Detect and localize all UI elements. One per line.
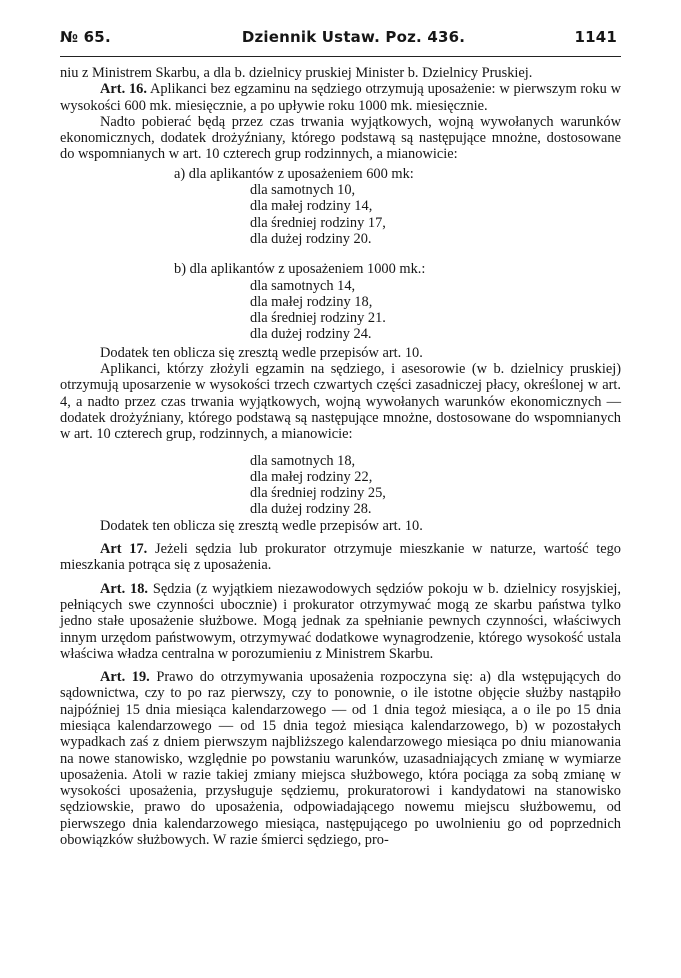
paragraph-aplikanci: Aplikanci, którzy złożyli egzamin na sędziego, i asesorowie (w b. dzielnicy pruskiej) otrzymują uposarzenie w wysokości trzech czwartych części zasadniczej płacy, określonej w art. 4, a nadto przez czas trwania wyjątkowych, wojną wywołanych warunków ekonomicznych — dodatek drożyźniany, którego podstawą są następujące mnożne, dostosowane do wspomnianych w art. 10 czterech grup, rodzinnych, a mianowicie: xyxy=(60,361,621,443)
journal-title: Dziennik Ustaw. Poz. 436. xyxy=(241,28,466,46)
article-label: Art. 16. xyxy=(100,81,147,98)
article-17 xyxy=(60,541,621,574)
article-16 xyxy=(60,81,621,114)
article-label: Art. 18. xyxy=(100,580,149,597)
list-item: dla dużej rodziny 28. xyxy=(250,501,372,518)
list-item: dla samotnych 18, xyxy=(250,452,356,469)
list-a xyxy=(60,166,621,247)
list-item: dla samotnych 10, xyxy=(250,182,356,199)
article-text: Aplikanci bez egzaminu na sędziego otrzymują uposażenie: w pierwszym roku w wysokości 600 mk. miesięcznie, a po upływie roku 1000 mk. miesięcznie. xyxy=(60,81,621,114)
page-header xyxy=(60,28,621,46)
article-label: Art. 19. xyxy=(100,669,150,686)
paragraph-dodatek: Dodatek ten oblicza się zresztą wedle przepisów art. 10. xyxy=(100,344,423,361)
list-item: dla średniej rodziny 21. xyxy=(250,310,386,327)
paragraph-continuation: niu z Ministrem Skarbu, a dla b. dzielnicy pruskiej Minister b. Dzielnicy Pruskiej. xyxy=(60,65,533,81)
article-text: Prawo do otrzymywania uposażenia rozpoczyna się: a) dla wstępujących do sądownictwa, czy to po raz pierwszy, czy to ponownie, o ile istotne objęcie służby nastąpiło najpóźniej 15 dnia miesiąca kalendarzowego — od 1 dnia tegoż miesiąca, a o ile po 15 dnia miesiąca kalendarzowego — od 15 dnia tegoż miesiąca kalendarzowego, b) w pozostałych wypadkach zaś z dniem pierwszym najbliższego kalendarzowego miesiąca po dniu mianowania na nowe stanowisko, względnie po powstaniu warunków, uzasadniających zmianę w wymiarze uposażenia. Atoli w razie takiej zmiany miejsca służbowego, która pociąga za sobą zmianę w wysokości uposażenia, przysługuje sędziemu, prokuratorowi i kandydatowi na stanowisko sędziowskie, prawo do uposażenia, odpowiadającego nowemu miejscu służbowemu, od pierwszego dnia kalendarzowego miesiąca, następującego po uwolnieniu go od poprzednich obowiązków służbowych. W razie śmierci sędziego, pro- xyxy=(60,669,621,849)
article-label: Art 17. xyxy=(100,541,148,558)
list-item: dla małej rodziny 22, xyxy=(250,468,373,485)
paragraph-nadto: Nadto pobierać będą przez czas trwania wyjątkowych, wojną wywołanych warunków ekonomicznych, dodatek drożyźniany, którego podstawą są następujące mnożne, dostosowane do wspomnianych w art. 10 czterech grup rodzinnych, a mianowicie: xyxy=(60,113,621,163)
document-body xyxy=(60,65,621,848)
list-a-heading: a) dla aplikantów z uposażeniem 600 mk: xyxy=(174,165,414,182)
header-rule xyxy=(60,56,621,57)
article-text: Sędzia (z wyjątkiem niezawodowych sędziów pokoju w b. dzielnicy rosyjskiej, pełniących swe czynności ubocznie) i prokurator otrzymywać mogą ze skarbu państwa tylko jedno stałe uposażenie służbowe. Mogą jednak za spełnianie pewnych czynności, właściwych innym urzędom państwowym, otrzymywać dodatkowe wynagrodzenie, którego wysokość ustala właściwa władza centralna w porozumieniu z Ministrem Skarbu. xyxy=(60,580,621,662)
article-18 xyxy=(60,581,621,662)
page-number: 1141 xyxy=(574,28,617,46)
list-b-heading: b) dla aplikantów z uposażeniem 1000 mk.: xyxy=(174,261,426,278)
list-b xyxy=(60,261,621,342)
issue-number: № 65. xyxy=(60,28,111,46)
list-item: dla średniej rodziny 25, xyxy=(250,485,386,502)
list-item: dla samotnych 14, xyxy=(250,277,356,294)
list-item: dla małej rodziny 14, xyxy=(250,198,373,215)
list-item: dla małej rodziny 18, xyxy=(250,293,373,310)
list-c xyxy=(250,453,621,518)
list-item: dla średniej rodziny 17, xyxy=(250,214,386,231)
list-item: dla dużej rodziny 20. xyxy=(250,230,372,247)
article-text: Jeżeli sędzia lub prokurator otrzymuje mieszkanie w naturze, wartość tego mieszkania potrąca się z uposażenia. xyxy=(60,541,621,574)
list-item: dla dużej rodziny 24. xyxy=(250,326,372,343)
article-19 xyxy=(60,669,621,848)
paragraph-dodatek: Dodatek ten oblicza się zresztą wedle przepisów art. 10. xyxy=(100,517,423,534)
